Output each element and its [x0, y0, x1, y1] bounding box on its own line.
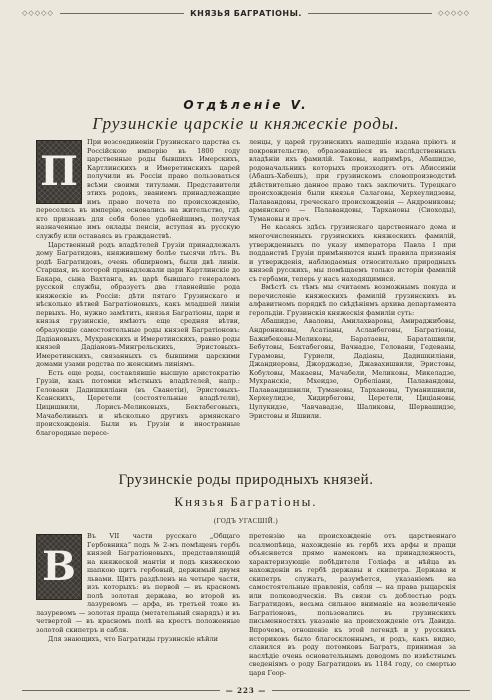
paragraph: ленцы, у царей грузинскихъ нашедшiе издана прiютъ и покровительство, образовавшiеся въ наслѣдственныхъ владѣнiи ихъ фамилiй. Таковы, напримѣръ, Абашидзе, родоначальникъ которыхъ произходитъ отъ Абиссинiи (Абашъ-Хабешъ), при грузинскомъ словопроизводствѣ дѣйствительно данное право такъ заключить. Турецкаго происхожденiя были князья Салаговы, Херхеулидзевы, Палавандовы, греческаго происхожденiя — Андрониковы; армянскаго — Палавандовы, Тархановы (Сиоходы), Тумановы и проч.	[249, 138, 456, 223]
footer-rule-left	[22, 690, 220, 691]
section-label: Отдѣленiе V.	[183, 98, 309, 112]
part1-right-column	[249, 138, 456, 466]
decorated-initial-p: П	[36, 140, 82, 204]
paragraph: Въ VII части русскаго „Общаго Гербовника“ подъ № 2-мъ помѣщенъ гербъ князей Багратiоновыхъ, представляющiй на княжеской мантiи и подъ княжескою шапкою щитъ гербовый, держимый двумя львами. Щитъ раздѣленъ на четыре части, изъ которыхъ: въ первой — въ красномъ полѣ золотая держава, во второй въ лазуревомъ — арфа, въ третьей тоже въ лазуревомъ — золотая праща (метательный снарядъ) и въ четвертой — въ красномъ полѣ на крестъ положенные золотой скипетръ и сабля.	[36, 532, 240, 635]
section-title: Грузинскiе царскiе и княжескiе роды.	[92, 114, 400, 133]
page-footer	[22, 686, 470, 694]
page-number: — 223 —	[225, 685, 267, 695]
part1-left-column	[36, 138, 240, 466]
decorated-initial-v: В	[36, 534, 82, 600]
paragraph: Царственный родъ владѣтелей Грузiи принадлежалъ дому Багратидовъ, княжившему болѣе тысячи лѣтъ. Въ родѣ Багратидовъ, очень обширномъ, были двѣ линiи. Старшая, въ которой принадлежали цари Картлинскiе до Бакара, сына Вахтанга, въ царѣ бывшаго генераломъ русской службы, образуетъ два главнейшiе рода княжескiе въ Россiи: дѣти пятаго Грузинскаго и нѣсколько вѣтвей Багратiоновыхъ, какъ младшей линiи первыхъ. Но, нужно замѣтить, князья Багратiоны, цари и князья грузинскiе, имѣютъ еще средняя вѣтви, образующiе самостоятельные роды князей Багратiоновъ: Дадiановыхъ, Мухранскихъ и Имеретинскихъ, равно роды князей Дадiановъ-Мингрельскихъ, Эристовыхъ-Имеретинскихъ, связанныхъ съ бывшими царскими домами узами родства по женскимъ линiямъ.	[36, 240, 240, 369]
part2-right-column	[249, 532, 456, 682]
paragraph: Не касаясь здѣсь грузинскаго царственнаго дома и многочисленныхъ грузинскихъ княжескихъ фамилiй, утвержденныхъ по указу императора Павла I при подданствѣ Грузiи примѣняются нынѣ правила признанiя и утвержденiя, наблюдаемыя относительно природныхъ князей русскихъ, мы помѣщаемъ только исторiи фамилiй съ гербами, теперь у насъ находящимися.	[249, 223, 456, 283]
subsection-note: (ГОДЪ УГАСШIЙ.)	[213, 518, 279, 525]
paragraph: Для знающихъ, что Багратиды грузинскiе нѣйли	[48, 634, 218, 643]
running-head-title: КНЯЗЬЯ БАГРАТIОНЫ.	[190, 8, 302, 18]
paragraph: претензiю на происхожденiе отъ царственнаго псалмопѣвца, нахожденiе въ гербѣ ихъ арфы и пращи объясняется прямо намекомъ на принадлежность, характеризующiе побѣдителя Голiафа и нѣйца въ нахожденiи въ гербѣ державы и скипетра. Держава и скипетръ служатъ, разумѣется, указанiемъ на самостоятельные правленiя, сабля — на права рыцарскiя или полководческiя. Въ связи съ доблестью родъ Багратидовъ, весьма сильное вниманiе на возвеличенiе Багратiоновъ, пользовались въ грузинскихъ письменностяхъ указанiе на происхожденiе отъ Давида. Впрочемъ, отношенiе къ этой легендѣ и у русскихъ историковъ было благосклоннымъ, и родъ, какъ видно, славился въ роду потомковъ Багратъ, принимая за наслѣдiе очень основательнымъ доводомъ по извѣстнымъ сведенiямъ о роду Багратидовъ въ 1184 году, со смертью царя Геор-	[249, 532, 456, 677]
footer-rule-right	[272, 690, 470, 691]
subsection-heading: Грузинскiе роды природныхъ князей.	[118, 472, 374, 488]
ornament-left: ◇◇◇◇◇	[22, 9, 54, 17]
running-head	[22, 6, 470, 20]
rule-left	[60, 13, 184, 14]
ornament-right: ◇◇◇◇◇	[438, 9, 471, 17]
part2-left-column	[36, 532, 240, 682]
paragraph: Есть еще роды, составлявшiе высшую аристократiю Грузiи, какъ потомки мѣстныхъ владѣтелей, напр.: Геловани Дадишкилiани (въ Сванетiи), Эристовыхъ-Ксанскихъ, Церетели (состоятельные владѣтели), Цицишвили, Лорисъ-Меликовыхъ, Бектабеговыхъ, Мачабеливыхъ и нѣсколько другихъ армянскаго происхожденiя. Были въ Грузiи и иностранные благородные пересе-	[36, 368, 240, 437]
paragraph: Абашидзе, Аваловы, Амилахваровы, Амираджибовы, Андрониковы, Асатiаны, Асланбеговы, Багратiоны, Бажибековы-Меликовы, Баратаевы, Бараташвили, Бебутовы, Бектабеговы, Вачнадзе, Геловани, Гедеваны, Гурамовы, Гуриели, Дадiаны, Дадишкилiани, Джандиеровы, Джорджадзе, Джавахишвили, Эристовы, Кобуловы, Макаевы, Мачабели, Меликовы, Микеладзе, Мухранскiе, Мхеидзе, Орбелiани, Палавандовы, Палавандишвили, Тумановы, Тархановы, Туманишвили, Херхеулидзе, Хидирбеговы, Церетели, Цицiановы, Цулукидзе, Чавчавадзе, Шаликовы, Шервашидзе, Эристовы и Яшвили.	[249, 317, 456, 420]
paragraph: При возсоединенiи Грузинскаго царства съ Россiйскою имперiю въ 1800 году царственные роды бывшихъ Имерскихъ, Картлинскихъ и Имеретинскихъ царей получили въ Россiи право пользоваться всѣми своими титулами. Представители этихъ родовъ, званиемъ принадлежащие имъ право почета по происхожденiю, переселясь въ имперiю, основались на жительство, гдѣ кто признавъ для себя более удобнейшимъ, получая назначенные имъ оклады пенсiи, вступая въ русскую службу или оставаясь въ гражданствѣ.	[36, 138, 240, 241]
rule-right	[308, 13, 432, 14]
subsection-subheading: Князья Багратiоны.	[174, 494, 318, 509]
paragraph: Вмѣстѣ съ тѣмъ мы считаемъ возможнымъ покуда и перечисленiе княжескихъ фамилiй грузинскихъ въ алфавитномъ порядкѣ по свѣдѣнiямъ архива департамента герольдiи. Грузинскiя княжескiя фамилiи суть:	[249, 283, 456, 317]
